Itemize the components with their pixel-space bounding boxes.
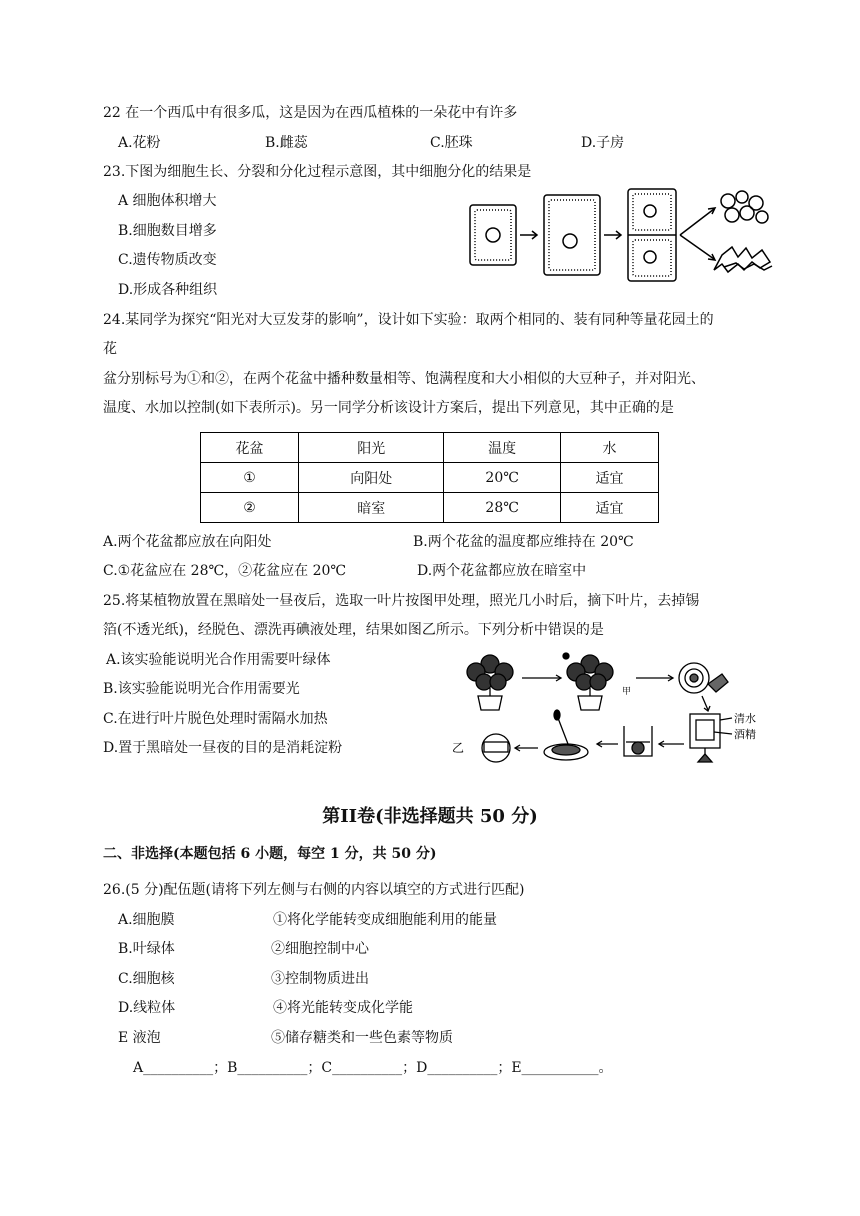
q25-option-b: B.该实验能说明光合作用需要光 xyxy=(103,681,300,697)
cell-division-diagram xyxy=(466,185,776,285)
q26-stem: 26.(5 分)配伍题(请将下列左侧与右侧的内容以填空的方式进行匹配) xyxy=(103,882,525,898)
photosynthesis-experiment-diagram xyxy=(446,648,776,770)
q24-option-d: D.两个花盆都应放在暗室中 xyxy=(417,563,587,579)
section-heading: 二、非选择(本题包括 6 小题，每空 1 分，共 50 分) xyxy=(103,846,437,862)
q26-left-item: A.细胞膜 xyxy=(118,912,175,928)
q24-stem-line3: 盆分别标号为①和②，在两个花盆中播种数量相等、饱满程度和大小相似的大豆种子，并对阳光、 xyxy=(103,371,705,387)
q22-option-a: A.花粉 xyxy=(118,135,161,151)
q25-option-d: D.置于黑暗处一昼夜的目的是消耗淀粉 xyxy=(103,740,343,756)
q25-option-a: A.该实验能说明光合作用需要叶绿体 xyxy=(106,652,331,668)
q26-right-item: ③控制物质进出 xyxy=(271,971,369,987)
q22-stem: 22 在一个西瓜中有很多瓜，这是因为在西瓜植株的一朵花中有许多 xyxy=(103,105,518,121)
table-cell: ② xyxy=(201,493,299,523)
q24-stem-line4: 温度、水加以控制(如下表所示)。另一同学分析该设计方案后，提出下列意见，其中正确的是 xyxy=(103,400,674,416)
q23-option-a: A 细胞体积增大 xyxy=(118,193,217,209)
q26-right-item: ④将光能转变成化学能 xyxy=(273,1000,413,1016)
q26-right-item: ①将化学能转变成细胞能利用的能量 xyxy=(273,912,497,928)
q25-stem-line1: 25.将某植物放置在黑暗处一昼夜后，选取一叶片按图甲处理，照光几小时后，摘下叶片，去掉锡 xyxy=(103,593,700,609)
q26-left-item: C.细胞核 xyxy=(118,971,175,987)
table-cell: 适宜 xyxy=(560,463,658,493)
q26-left-item: B.叶绿体 xyxy=(118,941,175,957)
q24-stem-line1: 24.某同学为探究“阳光对大豆发芽的影响”，设计如下实验：取两个相同的、装有同种等量花园土的 xyxy=(103,312,714,328)
table-header-row xyxy=(201,433,659,463)
q23-option-b: B.细胞数目增多 xyxy=(118,223,217,239)
table-cell: 暗室 xyxy=(299,493,444,523)
table-cell: 20℃ xyxy=(444,463,561,493)
q26-left-item: E 液泡 xyxy=(118,1030,161,1046)
q25-stem-line2: 箔(不透光纸)，经脱色、漂洗再碘液处理，结果如图乙所示。下列分析中错误的是 xyxy=(103,622,604,638)
figure-label-alcohol: 酒精 xyxy=(734,728,756,741)
q24-option-c: C.①花盆应在 28℃，②花盆应在 20℃ xyxy=(103,563,347,579)
table-header-cell: 花盆 xyxy=(201,433,299,463)
q22-option-d: D.子房 xyxy=(581,135,625,151)
experiment-table xyxy=(200,432,659,523)
table-row xyxy=(201,493,659,523)
figure-label-water: 清水 xyxy=(734,712,756,725)
table-header-cell: 温度 xyxy=(444,433,561,463)
figure-label-jia: 甲 xyxy=(622,687,632,697)
table-header-cell: 水 xyxy=(560,433,658,463)
table-cell: 向阳处 xyxy=(299,463,444,493)
q24-stem-line2: 花 xyxy=(103,341,117,357)
q26-right-item: ②细胞控制中心 xyxy=(271,941,369,957)
q26-right-item: ⑤储存糖类和一些色素等物质 xyxy=(271,1030,453,1046)
table-header-cell: 阳光 xyxy=(299,433,444,463)
section-title: 第II卷(非选择题共 50 分) xyxy=(322,806,538,827)
figure-label-yi: 乙 xyxy=(452,741,465,755)
potted-plant-icon xyxy=(467,655,513,710)
q26-left-item: D.线粒体 xyxy=(118,1000,176,1016)
q22-option-c: C.胚珠 xyxy=(430,135,473,151)
table-cell: 28℃ xyxy=(444,493,561,523)
table-cell: ① xyxy=(201,463,299,493)
q23-option-c: C.遗传物质改变 xyxy=(118,252,217,268)
table-row xyxy=(201,463,659,493)
q24-option-b: B.两个花盆的温度都应维持在 20℃ xyxy=(413,534,634,550)
q23-option-d: D.形成各种组织 xyxy=(118,282,218,298)
q23-stem: 23.下图为细胞生长、分裂和分化过程示意图，其中细胞分化的结果是 xyxy=(103,164,532,180)
q25-option-c: C.在进行叶片脱色处理时需隔水加热 xyxy=(103,711,328,727)
table-cell: 适宜 xyxy=(560,493,658,523)
q26-answer-line: A__________；B__________；C__________；D__________；E___________。 xyxy=(133,1060,613,1076)
q22-option-b: B.雌蕊 xyxy=(265,135,308,151)
q24-option-a: A.两个花盆都应放在向阳处 xyxy=(103,534,272,550)
